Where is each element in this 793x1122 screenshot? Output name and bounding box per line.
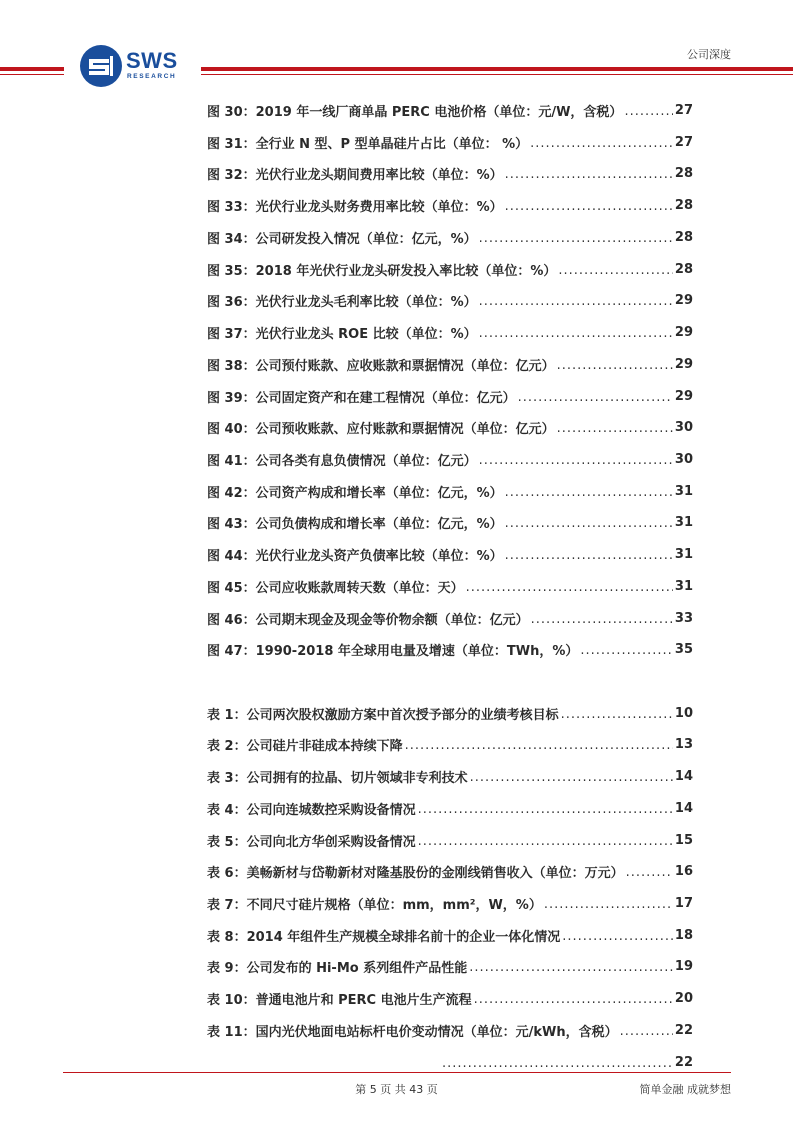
logo-subtext: RESEARCH [127,73,177,80]
toc-entry-page: 28 [674,165,693,181]
toc-entry-label: 图 31：全行业 N 型、P 型单晶硅片占比（单位： %） [207,136,529,152]
toc-entry-page: 29 [674,388,693,404]
sws-logo-icon [79,44,123,88]
toc-leader-dots [479,294,673,309]
toc-entry-page: 28 [674,261,693,277]
toc-leader-dots [442,1056,673,1071]
toc-entry-label: 图 34：公司研发投入情况（单位：亿元，%） [207,231,477,247]
toc-entry-label: 图 46：公司期末现金及现金等价物余额（单位：亿元） [207,612,529,628]
toc-entry-page: 27 [674,102,693,118]
toc-entry[interactable] [207,575,693,597]
footer-slogan: 简单金融 成就梦想 [639,1083,731,1096]
toc-entry-page: 33 [674,610,693,626]
toc-entry-label: 图 38：公司预付账款、应收账款和票据情况（单位：亿元） [207,358,555,374]
header-rule-left [0,67,64,71]
toc-entry[interactable] [207,797,693,819]
toc-entry-page: 22 [674,1054,693,1070]
toc-entry-label: 图 41：公司各类有息负债情况（单位：亿元） [207,453,477,469]
toc-entry[interactable] [207,702,693,724]
toc-leader-dots [505,199,673,214]
toc-entry[interactable] [207,1019,693,1041]
toc-entry-page: 31 [674,483,693,499]
toc-entry[interactable] [207,607,693,629]
toc-entry[interactable] [207,511,693,533]
toc-entry-label: 图 32：光伏行业龙头期间费用率比较（单位：%） [207,167,503,183]
header-rule-left-thin [0,74,64,75]
toc-entry[interactable] [207,385,693,407]
toc-entry[interactable] [207,99,693,121]
toc-entry[interactable] [207,226,693,248]
toc-entry-label: 图 44：光伏行业龙头资产负债率比较（单位：%） [207,548,503,564]
toc-entry[interactable] [207,448,693,470]
toc-entry-label: 表 5：公司向北方华创采购设备情况 [207,834,416,850]
toc-entry-label: 图 40：公司预收账款、应付账款和票据情况（单位：亿元） [207,421,555,437]
toc-leader-dots [561,707,673,722]
toc-entry-page: 14 [674,800,693,816]
toc-entry-page: 29 [674,292,693,308]
toc-entry-label: 图 33：光伏行业龙头财务费用率比较（单位：%） [207,199,503,215]
toc-entry[interactable] [207,162,693,184]
toc-entry-page: 27 [674,134,693,150]
toc-entry-page: 35 [674,641,693,657]
toc-entry-page: 31 [674,578,693,594]
toc-entry-page: 15 [674,832,693,848]
toc-entry-label: 表 2：公司硅片非硅成本持续下降 [207,738,403,754]
toc-leader-dots [479,453,673,468]
toc-entry-page: 31 [674,514,693,530]
toc-entry-label: 图 47：1990-2018 年全球用电量及增速（单位：TWh，%） [207,643,579,659]
toc-entry-page: 28 [674,197,693,213]
toc-entry-label: 表 9：公司发布的 Hi-Mo 系列组件产品性能 [207,960,468,976]
report-type-label: 公司深度 [687,48,731,61]
logo-text: SWS [126,48,178,73]
toc-entry-page: 14 [674,768,693,784]
toc-entry-page: 29 [674,324,693,340]
toc-leader-dots [466,580,673,595]
toc-entry[interactable] [207,416,693,438]
toc-leader-dots [530,136,673,151]
toc-leader-dots [479,326,673,341]
toc-leader-dots [505,167,673,182]
toc-leader-dots [562,929,673,944]
toc-leader-dots [470,770,673,785]
toc-entry-label: 表 4：公司向连城数控采购设备情况 [207,802,416,818]
toc-leader-dots [418,834,673,849]
toc-leader-dots [505,548,673,563]
toc-leader-dots [531,612,673,627]
toc-entry-label: 图 45：公司应收账款周转天数（单位：天） [207,580,464,596]
toc-entry[interactable] [207,258,693,280]
toc-entry-label: 图 39：公司固定资产和在建工程情况（单位：亿元） [207,390,516,406]
toc-entry-label: 图 36：光伏行业龙头毛利率比较（单位：%） [207,294,477,310]
toc-entry-label: 表 6：美畅新材与岱勒新材对隆基股份的金刚线销售收入（单位：万元） [207,865,624,881]
footer-rule [63,1072,731,1073]
toc-leader-dots [557,421,673,436]
toc-entry-label: 图 37：光伏行业龙头 ROE 比较（单位：%） [207,326,477,342]
toc-leader-dots [544,897,673,912]
toc-entry-page: 22 [674,1022,693,1038]
toc-leader-dots [626,865,673,880]
toc-entry-page: 28 [674,229,693,245]
toc-entry-label: 图 43：公司负债构成和增长率（单位：亿元，%） [207,516,503,532]
toc-leader-dots [474,992,673,1007]
toc-entry-label: 表 11：国内光伏地面电站标杆电价变动情况（单位：元/kWh，含税） [207,1024,618,1040]
toc-entry-page: 18 [674,927,693,943]
toc-entry[interactable] [207,987,693,1009]
toc-entry[interactable] [207,480,693,502]
toc-leader-dots [505,516,673,531]
toc-entry[interactable] [207,892,693,914]
toc-entry[interactable] [207,638,693,660]
toc-leader-dots [580,643,673,658]
toc-leader-dots [558,263,673,278]
toc-entry[interactable] [207,353,693,375]
toc-entry[interactable] [207,321,693,343]
toc-entry[interactable] [207,924,693,946]
toc-entry-page: 13 [674,736,693,752]
toc-entry-continued[interactable] [440,1051,693,1073]
toc-leader-dots [518,390,673,405]
sws-logo [79,44,184,88]
toc-entry-label: 图 42：公司资产构成和增长率（单位：亿元，%） [207,485,503,501]
toc-entry[interactable] [207,860,693,882]
toc-entry[interactable] [207,955,693,977]
toc-entry-label: 表 1：公司两次股权激励方案中首次授予部分的业绩考核目标 [207,707,559,723]
toc-entry-page: 10 [674,705,693,721]
toc-entry[interactable] [207,194,693,216]
toc-entry[interactable] [207,543,693,565]
toc-leader-dots [479,231,673,246]
toc-leader-dots [624,104,672,119]
toc-entry-page: 16 [674,863,693,879]
toc-leader-dots [557,358,673,373]
toc-leader-dots [620,1024,673,1039]
toc-leader-dots [405,738,673,753]
toc-entry[interactable] [207,829,693,851]
toc-entry-label: 图 30：2019 年一线厂商单晶 PERC 电池价格（单位：元/W，含税） [207,104,623,120]
toc-entry-label: 表 10：普通电池片和 PERC 电池片生产流程 [207,992,472,1008]
toc-entry-label: 图 35：2018 年光伏行业龙头研发投入率比较（单位：%） [207,263,557,279]
toc-leader-dots [469,960,673,975]
toc-leader-dots [418,802,673,817]
toc-entry-page: 30 [674,419,693,435]
toc-entry-page: 19 [674,958,693,974]
toc-entry-page: 30 [674,451,693,467]
header-rule-right [201,67,793,71]
toc-entry-page: 20 [674,990,693,1006]
page-number: 第 5 页 共 43 页 [355,1083,438,1096]
toc-entry-page: 31 [674,546,693,562]
toc-entry[interactable] [207,733,693,755]
toc-leader-dots [505,485,673,500]
toc-entry[interactable] [207,765,693,787]
toc-entry-label: 表 3：公司拥有的拉晶、切片领域非专利技术 [207,770,468,786]
toc-entry-page: 29 [674,356,693,372]
toc-entry[interactable] [207,289,693,311]
toc-entry-label: 表 8：2014 年组件生产规模全球排名前十的企业一体化情况 [207,929,561,945]
toc-entry-label: 表 7：不同尺寸硅片规格（单位：mm，mm²，W，%） [207,897,542,913]
toc-entry[interactable] [207,131,693,153]
header-rule-right-thin [201,74,793,75]
toc-entry-page: 17 [674,895,693,911]
